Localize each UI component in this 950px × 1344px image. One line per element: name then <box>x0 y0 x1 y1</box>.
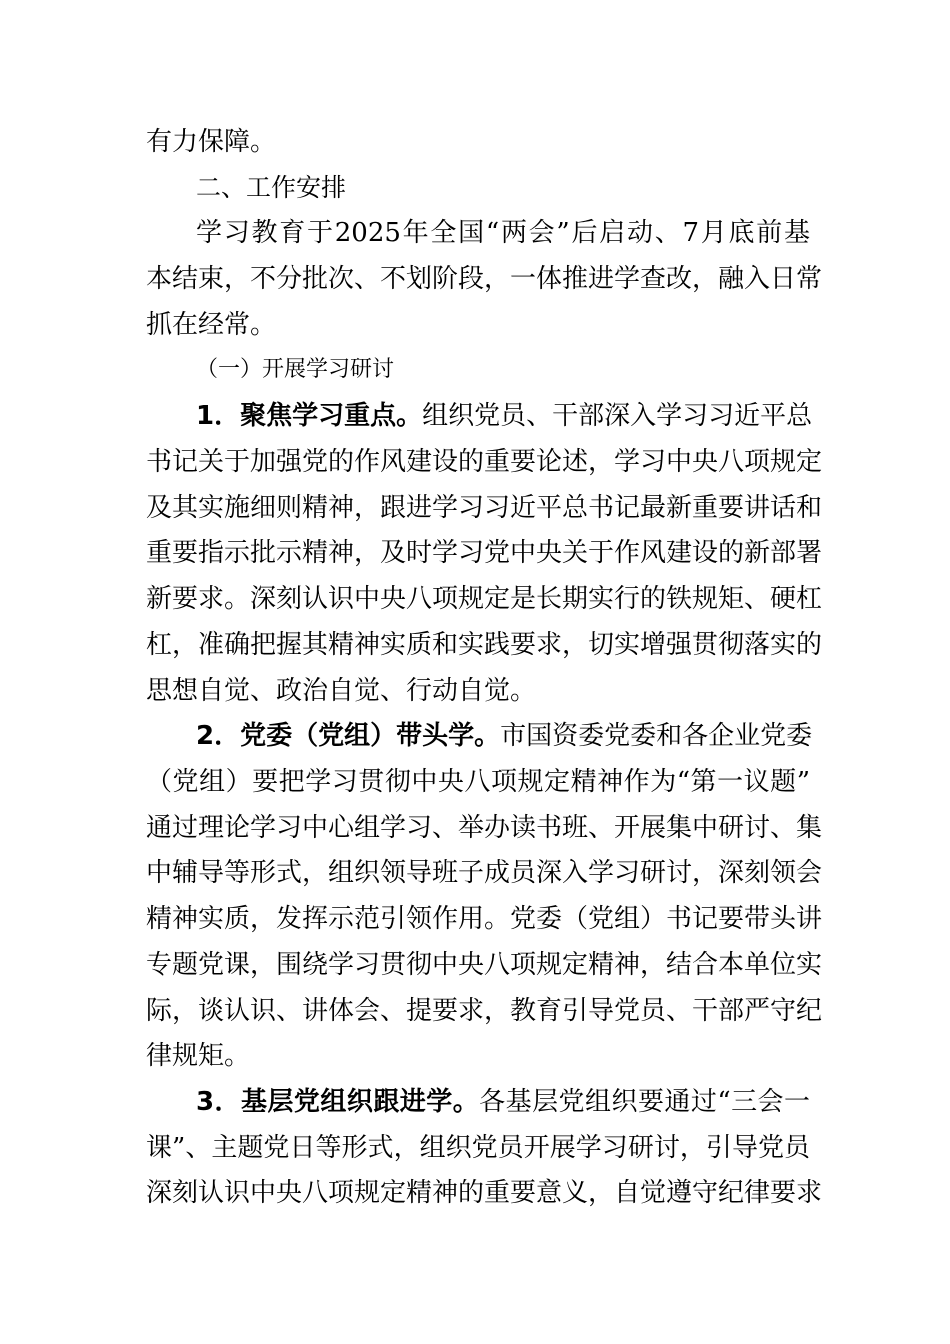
body-text-line: 重要指示批示精神，及时学习党中央关于作风建设的新部署 <box>146 538 823 568</box>
body-text-line: 精神实质，发挥示范引领作用。党委（党组）书记要带头讲 <box>146 904 823 934</box>
body-text-line: 际，谈认识、讲体会、提要求，教育引导党员、干部严守纪 <box>146 996 823 1026</box>
body-text-line: 本结束，不分批次、不划阶段，一体推进学查改，融入日常 <box>146 264 823 294</box>
body-text-line: 学习教育于2025年全国“两会”后启动、7月底前基 <box>196 218 810 248</box>
body-text-line: 书记关于加强党的作风建设的重要论述，学习中央八项规定 <box>146 447 823 477</box>
item-first-line <box>196 716 813 756</box>
item-lead: 3．基层党组织跟进学。 <box>196 1087 480 1117</box>
item-first-line <box>196 396 813 436</box>
body-text-line: 杠，准确把握其精神实质和实践要求，切实增强贯彻落实的 <box>146 630 823 660</box>
body-text-line: （党组）要把学习贯彻中央八项规定精神作为“第一议题” <box>146 767 810 797</box>
item-first-text: 市国资委党委和各企业党委 <box>500 721 813 751</box>
body-text-line: 深刻认识中央八项规定精神的重要意义，自觉遵守纪律要求 <box>146 1178 823 1208</box>
body-text-line: 课”、主题党日等形式，组织党员开展学习研讨，引导党员 <box>146 1133 810 1163</box>
subsection-heading: （一）开展学习研讨 <box>196 357 395 382</box>
item-lead: 2．党委（党组）带头学。 <box>196 721 501 751</box>
body-text-line: 及其实施细则精神，跟进学习习近平总书记最新重要讲话和 <box>146 493 823 523</box>
item-first-text: 各基层党组织要通过“三会一 <box>479 1087 810 1117</box>
body-text-line: 专题党课，围绕学习贯彻中央八项规定精神，结合本单位实 <box>146 950 823 980</box>
item-first-text: 组织党员、干部深入学习习近平总 <box>422 401 813 431</box>
body-text-line: 中辅导等形式，组织领导班子成员深入学习研讨，深刻领会 <box>146 858 823 888</box>
body-text-line: 通过理论学习中心组学习、举办读书班、开展集中研讨、集 <box>146 813 823 843</box>
body-text-line: 抓在经常。 <box>146 310 277 340</box>
body-text-line: 思想自觉、政治自觉、行动自觉。 <box>146 676 537 706</box>
item-first-line <box>196 1082 810 1122</box>
body-text-line: 有力保障。 <box>146 127 277 157</box>
body-text-line: 律规矩。 <box>146 1041 251 1071</box>
item-lead: 1．聚焦学习重点。 <box>196 401 423 431</box>
body-text-line: 新要求。深刻认识中央八项规定是长期实行的铁规矩、硬杠 <box>146 584 823 614</box>
section-heading: 二、工作安排 <box>196 173 347 202</box>
